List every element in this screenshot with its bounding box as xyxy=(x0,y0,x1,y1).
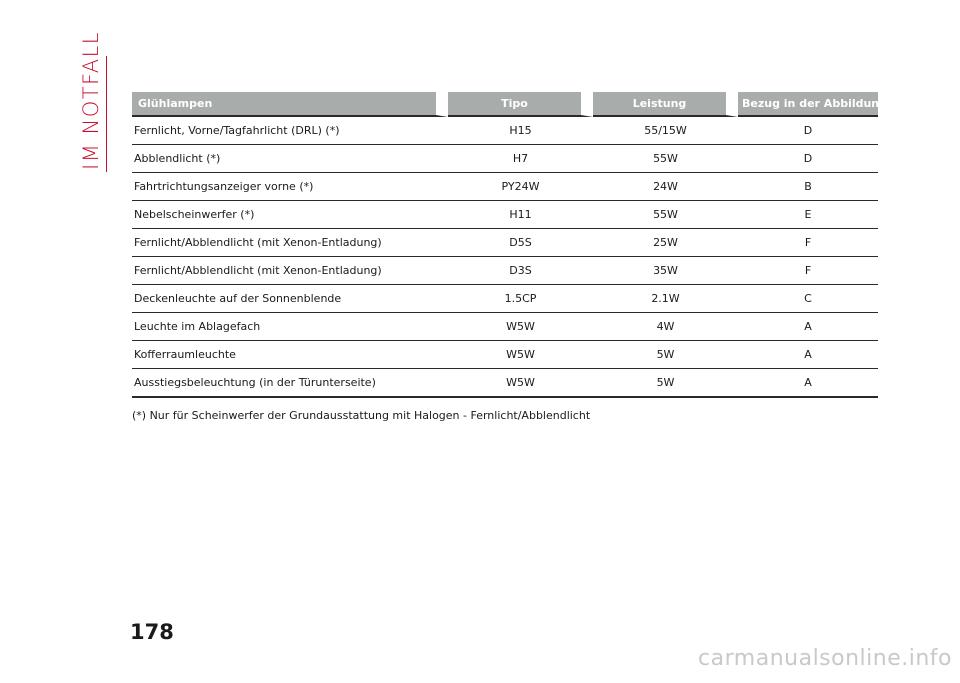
cell-bulb: Deckenleuchte auf der Sonnenblende xyxy=(132,285,448,313)
table-row xyxy=(132,313,878,341)
cell-type: W5W xyxy=(448,369,593,398)
cell-power: 5W xyxy=(593,369,738,398)
watermark: carmanualsonline.info xyxy=(698,646,952,671)
cell-reference: E xyxy=(738,201,878,229)
cell-reference: F xyxy=(738,257,878,285)
cell-bulb: Ausstiegsbeleuchtung (in der Türunterseite) xyxy=(132,369,448,398)
header-figure-reference: Bezug in der Abbildung xyxy=(738,92,878,117)
table-row xyxy=(132,257,878,285)
cell-reference: D xyxy=(738,145,878,173)
cell-power: 35W xyxy=(593,257,738,285)
cell-type: H11 xyxy=(448,201,593,229)
header-bulbs: Glühlampen xyxy=(132,92,448,117)
cell-power: 4W xyxy=(593,313,738,341)
cell-type: PY24W xyxy=(448,173,593,201)
cell-power: 5W xyxy=(593,341,738,369)
cell-reference: C xyxy=(738,285,878,313)
cell-bulb: Nebelscheinwerfer (*) xyxy=(132,201,448,229)
cell-type: H15 xyxy=(448,117,593,145)
page-number: 178 xyxy=(130,620,174,644)
cell-bulb: Fernlicht/Abblendlicht (mit Xenon-Entladung) xyxy=(132,229,448,257)
section-title: IM NOTFALL xyxy=(79,31,103,170)
cell-reference: A xyxy=(738,341,878,369)
footnote: (*) Nur für Scheinwerfer der Grundausstattung mit Halogen - Fernlicht/Abblendlicht xyxy=(132,409,591,422)
cell-power: 2.1W xyxy=(593,285,738,313)
table-row xyxy=(132,201,878,229)
cell-type: 1.5CP xyxy=(448,285,593,313)
cell-type: D5S xyxy=(448,229,593,257)
table-row xyxy=(132,117,878,145)
cell-power: 25W xyxy=(593,229,738,257)
cell-type: H7 xyxy=(448,145,593,173)
cell-bulb: Leuchte im Ablagefach xyxy=(132,313,448,341)
cell-reference: B xyxy=(738,173,878,201)
cell-power: 55/15W xyxy=(593,117,738,145)
table-row xyxy=(132,341,878,369)
cell-power: 24W xyxy=(593,173,738,201)
bulb-table xyxy=(132,92,888,398)
cell-bulb: Kofferraumleuchte xyxy=(132,341,448,369)
header-power: Leistung xyxy=(593,92,738,117)
cell-bulb: Fernlicht, Vorne/Tagfahrlicht (DRL) (*) xyxy=(132,117,448,145)
table-row xyxy=(132,285,878,313)
cell-reference: A xyxy=(738,313,878,341)
header-type: Tipo xyxy=(448,92,593,117)
table-header-row xyxy=(132,92,878,117)
cell-type: W5W xyxy=(448,341,593,369)
table-row xyxy=(132,173,878,201)
section-title-rule xyxy=(106,56,107,172)
cell-bulb: Fahrtrichtungsanzeiger vorne (*) xyxy=(132,173,448,201)
cell-power: 55W xyxy=(593,201,738,229)
cell-type: D3S xyxy=(448,257,593,285)
table-row xyxy=(132,369,878,398)
cell-reference: F xyxy=(738,229,878,257)
table-row xyxy=(132,145,878,173)
cell-bulb: Fernlicht/Abblendlicht (mit Xenon-Entladung) xyxy=(132,257,448,285)
cell-type: W5W xyxy=(448,313,593,341)
cell-reference: A xyxy=(738,369,878,398)
cell-bulb: Abblendlicht (*) xyxy=(132,145,448,173)
cell-power: 55W xyxy=(593,145,738,173)
table-row xyxy=(132,229,878,257)
cell-reference: D xyxy=(738,117,878,145)
